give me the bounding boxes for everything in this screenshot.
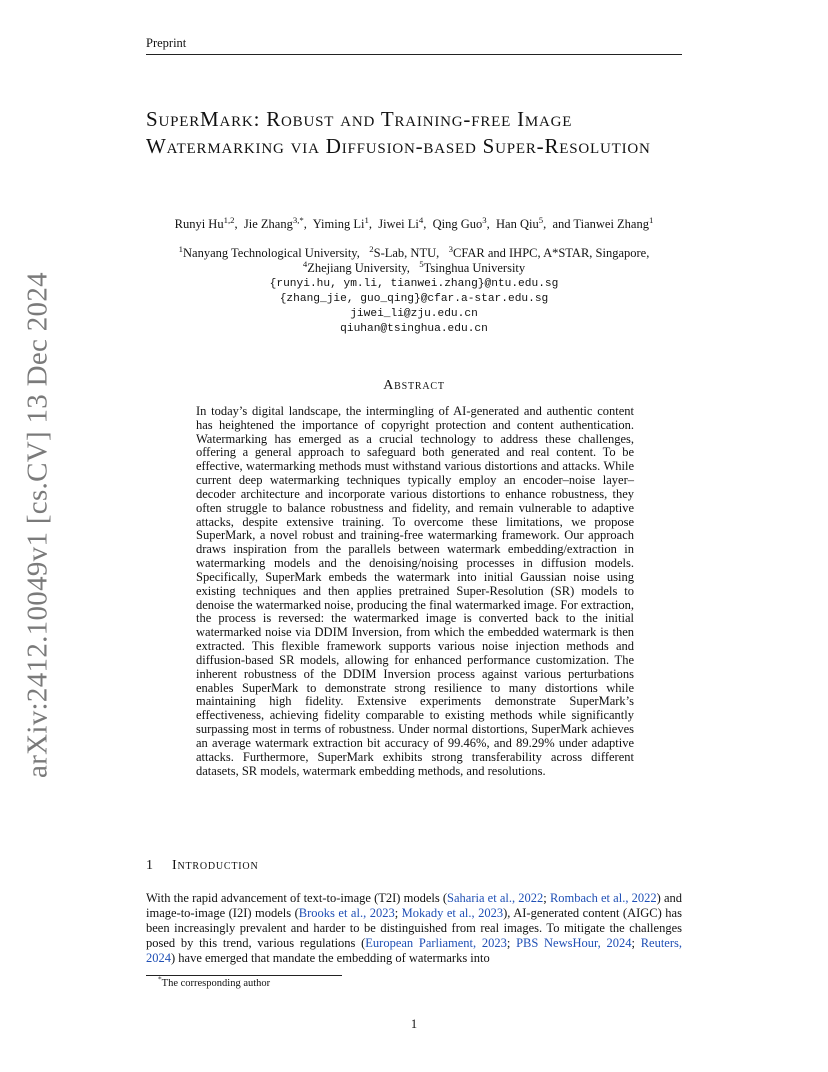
author [496,214,544,231]
author-name: Qing Guo [432,217,483,231]
citation-link[interactable]: Brooks et al., 2023 [298,906,395,920]
author [312,214,369,231]
affiliation-name: Zhejiang University, [307,261,410,275]
body-text: ; [394,906,402,920]
affiliation-mark: 3 [448,243,453,254]
footnote-text: The corresponding author [161,978,271,989]
arxiv-stamp[interactable]: arXiv:2412.10049v1 [cs.CV] 13 Dec 2024 [21,272,54,778]
author [552,214,654,231]
citation-link[interactable]: Saharia et al., 2022 [447,891,544,905]
affiliation-mark: 5 [419,258,424,269]
email-line: jiwei_li@zju.edu.cn [350,308,478,320]
footnote-rule [146,975,342,976]
affiliation [178,243,360,260]
affiliation [369,243,440,260]
paper-title: SuperMark: Robust and Training-free Image Watermarking via Diffusion-based Super-Resolution [146,107,651,158]
citation-link[interactable]: PBS NewsHour, 2024 [516,936,632,950]
citation-link[interactable]: Mokady et al., 2023 [401,906,504,920]
author-name: Jiwei Li [378,217,419,231]
author-affil-mark: 1 [648,214,654,225]
abstract-heading: Abstract [383,378,445,393]
affiliation [419,258,526,275]
author-affil-mark: 5 [538,214,544,225]
author-name: Yiming Li [312,217,365,231]
section-number: 1 [146,858,154,873]
affiliation-list [146,243,682,276]
body-text: ; [506,936,517,950]
affiliation-name: Nanyang Technological University, [183,246,360,260]
email-line: qiuhan@tsinghua.edu.cn [340,323,488,335]
author-affil-mark: 1,2 [223,214,235,225]
footnote [158,974,271,989]
affiliation [302,258,410,275]
author-affil-mark: 1 [364,214,369,225]
affiliation-name: CFAR and IHPC, A*STAR, Singapore, [453,246,650,260]
body-text: ; [631,936,641,950]
email-line: {zhang_jie, guo_qing}@cfar.a-star.edu.sg [279,293,549,305]
author-name: and Tianwei Zhang [552,217,649,231]
body-text: ) have emerged that mandate the embedding of watermarks into [171,951,490,965]
abstract-body: In today’s digital landscape, the intermingling of AI-generated and authentic content has heightened the importance of copyright protection and content authentication. Watermarking has emerged as a crucial technology to address these challenges, offering a general approach to safeguard both generated and real content. To be effective, watermarking methods must withstand various distortions and attacks. While current deep watermarking techniques typically employ an encoder–noise layer–decoder architecture and incorporate various distortions to enhance robustness, they often struggle to balance robustness and fidelity, and remain vulnerable to adaptive attacks, despite extensive training. To overcome these limitations, we propose SuperMark, a novel robust and training-free watermarking framework. Our approach draws inspiration from the parallels between watermark embedding/extraction in watermarking models and the denoising/noising processes in diffusion models. Specifically, SuperMark embeds the watermark into initial Gaussian noise using existing techniques and then applies pretrained Super-Resolution (SR) models to denoise the watermarked noise, producing the final watermarked image. For extraction, the process is reversed: the watermarked image is converted back to the initial watermarked noise via DDIM Inversion, from which the embedded watermark is then extracted. This flexible framework supports various noise injection methods and diffusion-based SR models, allowing for enhanced performance customization. The inherent robustness of the DDIM Inversion process against various perturbations enables SuperMark to demonstrate strong resilience to many distortions while maintaining high fidelity. Extensive experiments demonstrate SuperMark’s effectiveness, achieving fidelity comparable to existing methods while significantly surpassing most in terms of robustness. Under normal distortions, SuperMark achieves an average watermark extraction bit accuracy of 99.46%, and 89.29% under adaptive attacks. Furthermore, SuperMark exhibits strong transferability across different datasets, SR models, watermark embedding methods, and resolutions. [196,404,634,778]
author-affil-mark: 4 [418,214,424,225]
running-head: Preprint [146,36,682,55]
section-heading-introduction [146,858,258,874]
author [174,214,235,231]
author-name: Han Qiu [496,217,539,231]
author [378,214,424,231]
body-text: With the rapid advancement of text-to-image (T2I) models ( [146,891,448,905]
affiliation-name: S-Lab, NTU, [373,246,440,260]
intro-paragraph [146,891,682,966]
author [243,214,304,231]
footnote-mark: * [158,974,162,984]
page-number: 1 [410,1017,418,1031]
affiliation-mark: 2 [369,243,374,254]
affiliation-mark: 1 [178,243,184,254]
section-title: Introduction [172,858,259,873]
author [432,214,487,231]
author-affil-mark: 3,* [292,214,304,225]
affiliation [448,243,650,260]
body-text: ; [543,891,550,905]
email-list [146,277,682,337]
author-name: Jie Zhang [243,217,293,231]
affiliation-mark: 4 [302,258,308,269]
author-list: Runyi Hu$^{1,2}$, Jie Zhang$^{3,*}$, Yiming Li$^1$, Jiwei Li$^4$, Qing Guo$^3$, Han Qiu$^5$, and Tianwei Zhang$^1$ [174,214,654,231]
email-line: {runyi.hu, ym.li, tianwei.zhang}@ntu.edu.sg [269,278,559,290]
affiliation-name: Tsinghua University [423,261,526,275]
author-affil-mark: 3 [482,214,487,225]
body-text: ) and image-to-image (I2I) models ( [146,891,682,920]
body-text: ), AI-generated content (AIGC) has been increasingly prevalent and harder to be distinguished from real images. To mitigate the challenges posed by this trend, various regulations ( [146,906,682,950]
citation-link[interactable]: European Parliament, 2023 [365,936,507,950]
author-name: Runyi Hu [174,217,224,231]
citation-link[interactable]: Rombach et al., 2022 [549,891,657,905]
citation-link[interactable]: Reuters, 2024 [146,936,682,965]
